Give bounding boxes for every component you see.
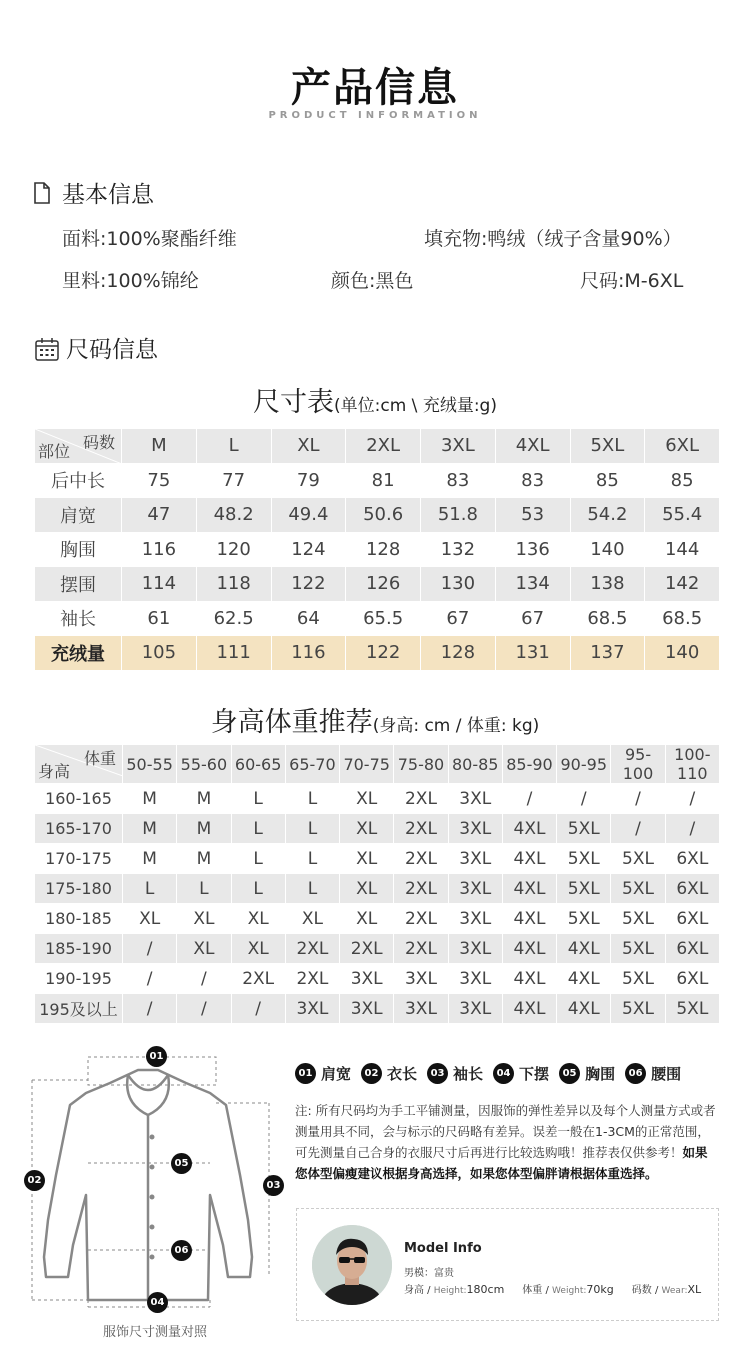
size-cell: 128	[421, 636, 496, 671]
rec-cell: 6XL	[665, 844, 719, 874]
filling-text: 填充物:鸭绒（绒子含量90%）	[424, 228, 682, 250]
rec-cell: L	[285, 844, 339, 874]
rec-cell: /	[665, 814, 719, 844]
basic-info-label: 基本信息	[62, 182, 154, 208]
size-cell: 77	[196, 463, 271, 498]
rec-cell: M	[177, 844, 231, 874]
size-cell: 85	[645, 463, 720, 498]
weight-key: 体重 /	[522, 1285, 553, 1296]
height-key: 身高 /	[404, 1285, 434, 1296]
size-cell: 134	[495, 567, 570, 602]
rec-row-label: 160-165	[35, 784, 123, 814]
measure-note	[295, 1100, 720, 1184]
size-cell: 128	[346, 532, 421, 567]
size-cell: 83	[421, 463, 496, 498]
rec-cell: /	[611, 814, 665, 844]
size-cell: 49.4	[271, 498, 346, 533]
weight-unit: Weight:	[552, 1286, 587, 1296]
rec-cell: 6XL	[665, 964, 719, 994]
size-cell: 51.8	[421, 498, 496, 533]
rec-cell: 5XL	[611, 874, 665, 904]
rec-table-unit: (身高: cm / 体重: kg)	[372, 716, 540, 736]
rec-cell: 3XL	[340, 964, 394, 994]
legend-item	[625, 1063, 681, 1084]
rec-cell: M	[177, 784, 231, 814]
size-cell: 105	[122, 636, 197, 671]
size-col-header: 2XL	[346, 429, 421, 464]
legend-badge: 04	[493, 1063, 514, 1084]
rec-cell: /	[502, 784, 556, 814]
size-table-unit: (单位:cm \ 充绒量:g)	[334, 396, 497, 416]
size-cell: 55.4	[645, 498, 720, 533]
size-row-label: 充绒量	[35, 636, 122, 671]
size-col-header: L	[196, 429, 271, 464]
size-table-row	[35, 601, 720, 636]
rec-cell: 5XL	[611, 964, 665, 994]
page-subtitle: PRODUCT INFORMATION	[268, 110, 482, 121]
rec-cell: M	[123, 814, 177, 844]
size-cell: 68.5	[570, 601, 645, 636]
rec-cell: 2XL	[394, 874, 448, 904]
size-info-heading	[34, 331, 158, 364]
legend-label: 肩宽	[321, 1065, 352, 1083]
size-info-label: 尺码信息	[66, 337, 158, 363]
size-row-label: 肩宽	[35, 498, 122, 533]
size-table-row	[35, 532, 720, 567]
garment-measure-diagram	[27, 1045, 281, 1315]
rec-col-header: 100-110	[665, 745, 719, 784]
rec-cell: 3XL	[448, 874, 502, 904]
rec-cell: /	[177, 964, 231, 994]
rec-cell: 5XL	[557, 814, 611, 844]
size-cell: 116	[271, 636, 346, 671]
size-cell: 122	[346, 636, 421, 671]
size-table	[34, 428, 720, 671]
rec-cell: 4XL	[502, 964, 556, 994]
rec-cell: L	[123, 874, 177, 904]
rec-cell: L	[285, 874, 339, 904]
rec-col-header: 55-60	[177, 745, 231, 784]
rec-cell: /	[611, 784, 665, 814]
size-cell: 50.6	[346, 498, 421, 533]
badge-shoulder: 01	[146, 1046, 167, 1067]
size-row-label: 袖长	[35, 601, 122, 636]
rec-cell: 4XL	[557, 934, 611, 964]
rec-cell: 5XL	[557, 874, 611, 904]
badge-sleeve: 03	[263, 1175, 284, 1196]
legend-item	[295, 1063, 351, 1084]
rec-cell: 3XL	[448, 934, 502, 964]
rec-cell: L	[231, 784, 285, 814]
legend-label: 衣长	[387, 1065, 418, 1083]
legend-badge: 01	[295, 1063, 316, 1084]
size-table-row	[35, 567, 720, 602]
size-cell: 118	[196, 567, 271, 602]
rec-corner-top: 体重	[83, 749, 116, 768]
size-cell: 136	[495, 532, 570, 567]
size-cell: 140	[570, 532, 645, 567]
legend-label: 胸围	[585, 1065, 616, 1083]
rec-cell: 3XL	[448, 784, 502, 814]
rec-cell: 4XL	[502, 814, 556, 844]
legend-label: 下摆	[519, 1065, 550, 1083]
rec-cell: 6XL	[665, 874, 719, 904]
rec-cell: XL	[231, 934, 285, 964]
rec-col-header: 50-55	[123, 745, 177, 784]
rec-cell: 2XL	[231, 964, 285, 994]
rec-cell: 2XL	[394, 784, 448, 814]
basic-info-heading	[30, 176, 154, 209]
size-cell: 140	[645, 636, 720, 671]
rec-cell: XL	[340, 874, 394, 904]
model-weight	[522, 1281, 613, 1296]
rec-cell: M	[123, 844, 177, 874]
rec-cell: 3XL	[340, 994, 394, 1024]
size-col-header: M	[122, 429, 197, 464]
legend-item	[427, 1063, 483, 1084]
size-cell: 81	[346, 463, 421, 498]
size-corner-bottom: 部位	[38, 441, 71, 461]
rec-cell: L	[285, 784, 339, 814]
rec-col-header: 85-90	[502, 745, 556, 784]
size-table-row	[35, 636, 720, 671]
rec-cell: 3XL	[448, 844, 502, 874]
size-key: 码数 /	[631, 1285, 662, 1296]
rec-cell: XL	[340, 904, 394, 934]
model-height	[404, 1281, 504, 1296]
size-cell: 111	[196, 636, 271, 671]
size-col-header: 6XL	[645, 429, 720, 464]
size-cell: 120	[196, 532, 271, 567]
legend-badge: 02	[361, 1063, 382, 1084]
rec-cell: 3XL	[448, 964, 502, 994]
size-unit: Wear:	[661, 1286, 688, 1296]
size-table-header-row	[35, 429, 720, 464]
rec-cell: XL	[231, 904, 285, 934]
rec-table-row	[35, 934, 720, 964]
color-text: 颜色:黑色	[331, 270, 414, 292]
rec-cell: 4XL	[557, 994, 611, 1024]
rec-cell: XL	[340, 814, 394, 844]
rec-cell: XL	[340, 784, 394, 814]
size-cell: 85	[570, 463, 645, 498]
rec-cell: 3XL	[448, 994, 502, 1024]
rec-table-row	[35, 964, 720, 994]
note-text: 注: 所有尺码均为手工平铺测量，因服饰的弹性差异以及每个人测量方式或者测量用具不同，会与标示的尺码略有差异。误差一般在1-3CM的正常范围，可先测量自己合身的衣服尺寸后再进行比较选购哦！推荐表仅供参考！	[295, 1103, 716, 1160]
size-cell: 83	[495, 463, 570, 498]
badge-chest: 05	[171, 1153, 192, 1174]
rec-row-label: 170-175	[35, 844, 123, 874]
rec-cell: 2XL	[340, 934, 394, 964]
rec-table-row	[35, 904, 720, 934]
rec-cell: /	[231, 994, 285, 1024]
rec-col-header: 65-70	[285, 745, 339, 784]
rec-row-label: 165-170	[35, 814, 123, 844]
size-cell: 116	[122, 532, 197, 567]
size-cell: 47	[122, 498, 197, 533]
badge-hem: 04	[147, 1292, 168, 1313]
rec-table-row	[35, 784, 720, 814]
height-value: 180cm	[466, 1283, 505, 1296]
rec-cell: 6XL	[665, 904, 719, 934]
document-icon	[30, 181, 54, 205]
rec-cell: L	[231, 874, 285, 904]
rec-cell: 5XL	[557, 904, 611, 934]
size-row-label: 胸围	[35, 532, 122, 567]
rec-row-label: 180-185	[35, 904, 123, 934]
model-stats	[404, 1281, 701, 1296]
diagram-caption: 服饰尺寸测量对照	[102, 1325, 207, 1340]
rec-cell: 4XL	[502, 844, 556, 874]
rec-cell: M	[177, 814, 231, 844]
rec-cell: 5XL	[611, 844, 665, 874]
size-cell: 64	[271, 601, 346, 636]
rec-cell: 2XL	[394, 844, 448, 874]
rec-cell: 6XL	[665, 934, 719, 964]
legend-item	[559, 1063, 615, 1084]
rec-cell: 5XL	[665, 994, 719, 1024]
size-cell: 137	[570, 636, 645, 671]
size-col-header: 4XL	[495, 429, 570, 464]
rec-cell: 2XL	[285, 964, 339, 994]
calendar-icon	[34, 336, 58, 360]
rec-cell: L	[285, 814, 339, 844]
weight-value: 70kg	[586, 1283, 614, 1296]
size-cell: 53	[495, 498, 570, 533]
legend-item	[361, 1063, 417, 1084]
model-info-card	[296, 1208, 719, 1321]
rec-cell: 2XL	[285, 934, 339, 964]
rec-cell: 5XL	[611, 934, 665, 964]
rec-cell: /	[123, 934, 177, 964]
legend-label: 袖长	[453, 1065, 484, 1083]
rec-col-header: 60-65	[231, 745, 285, 784]
legend-item	[493, 1063, 549, 1084]
rec-row-label: 190-195	[35, 964, 123, 994]
legend-label: 腰围	[651, 1065, 682, 1083]
rec-cell: 5XL	[557, 844, 611, 874]
rec-table-title	[0, 700, 750, 739]
rec-col-header: 90-95	[557, 745, 611, 784]
rec-cell: 3XL	[285, 994, 339, 1024]
rec-cell: /	[123, 994, 177, 1024]
rec-table-row	[35, 874, 720, 904]
rec-cell: 4XL	[502, 874, 556, 904]
rec-table-corner	[35, 745, 123, 784]
size-cell: 138	[570, 567, 645, 602]
rec-cell: L	[177, 874, 231, 904]
size-cell: 142	[645, 567, 720, 602]
rec-cell: 3XL	[448, 814, 502, 844]
rec-table-title-text: 身高体重推荐	[210, 707, 373, 738]
size-corner-top: 码数	[82, 433, 115, 452]
rec-cell: /	[123, 964, 177, 994]
size-cell: 62.5	[196, 601, 271, 636]
size-cell: 132	[421, 532, 496, 567]
rec-row-label: 195及以上	[35, 994, 123, 1024]
rec-cell: 5XL	[611, 904, 665, 934]
rec-cell: 2XL	[394, 904, 448, 934]
rec-table-row	[35, 844, 720, 874]
size-cell: 61	[122, 601, 197, 636]
rec-cell: L	[231, 814, 285, 844]
size-cell: 114	[122, 567, 197, 602]
lining-text: 里料:100%锦纶	[62, 270, 199, 292]
rec-col-header: 70-75	[340, 745, 394, 784]
rec-corner-bottom: 身高	[38, 762, 71, 781]
rec-cell: /	[665, 784, 719, 814]
rec-cell: 3XL	[394, 964, 448, 994]
size-cell: 75	[122, 463, 197, 498]
rec-row-label: 175-180	[35, 874, 123, 904]
rec-table-row	[35, 814, 720, 844]
rec-cell: 5XL	[611, 994, 665, 1024]
rec-cell: /	[177, 994, 231, 1024]
rec-cell: 2XL	[394, 934, 448, 964]
badge-length: 02	[24, 1170, 45, 1191]
size-row-label: 摆围	[35, 567, 122, 602]
size-cell: 48.2	[196, 498, 271, 533]
size-row-label: 后中长	[35, 463, 122, 498]
size-cell: 126	[346, 567, 421, 602]
size-cell: 67	[421, 601, 496, 636]
rec-col-header: 75-80	[394, 745, 448, 784]
size-table-title-text: 尺寸表	[253, 387, 335, 418]
fabric-text: 面料:100%聚酯纤维	[62, 228, 237, 250]
rec-cell: M	[123, 784, 177, 814]
measure-legend	[295, 1063, 681, 1084]
size-table-row	[35, 463, 720, 498]
size-cell: 65.5	[346, 601, 421, 636]
rec-cell: 4XL	[502, 904, 556, 934]
legend-badge: 06	[625, 1063, 646, 1084]
size-cell: 79	[271, 463, 346, 498]
size-cell: 131	[495, 636, 570, 671]
size-cell: 124	[271, 532, 346, 567]
rec-cell: XL	[340, 844, 394, 874]
rec-cell: XL	[123, 904, 177, 934]
size-cell: 130	[421, 567, 496, 602]
model-name: 男模：富贵	[404, 1268, 454, 1279]
rec-col-header: 95-100	[611, 745, 665, 784]
legend-badge: 05	[559, 1063, 580, 1084]
rec-table-header-row	[35, 745, 720, 784]
rec-cell: 4XL	[502, 934, 556, 964]
rec-cell: 2XL	[394, 814, 448, 844]
rec-cell: L	[231, 844, 285, 874]
size-cell: 67	[495, 601, 570, 636]
rec-cell: XL	[177, 904, 231, 934]
size-col-header: 3XL	[421, 429, 496, 464]
size-table-corner	[35, 429, 122, 464]
rec-cell: 3XL	[448, 904, 502, 934]
size-cell: 68.5	[645, 601, 720, 636]
size-cell: 144	[645, 532, 720, 567]
page-title: 产品信息	[291, 65, 459, 111]
size-table-row	[35, 498, 720, 533]
size-table-title	[0, 380, 750, 419]
model-size	[632, 1281, 701, 1296]
model-avatar	[312, 1225, 392, 1305]
rec-cell: 4XL	[557, 964, 611, 994]
rec-cell: XL	[177, 934, 231, 964]
note-bold-text: 如果您体型偏瘦建议根据身高选择，如果您体型偏胖请根据体重选择。	[295, 1145, 708, 1181]
legend-badge: 03	[427, 1063, 448, 1084]
height-unit: Height:	[433, 1286, 467, 1296]
size-cell: 54.2	[570, 498, 645, 533]
size-cell: 122	[271, 567, 346, 602]
rec-table-row	[35, 994, 720, 1024]
size-value: XL	[687, 1283, 702, 1296]
size-col-header: XL	[271, 429, 346, 464]
rec-cell: XL	[285, 904, 339, 934]
rec-cell: 3XL	[394, 994, 448, 1024]
size-col-header: 5XL	[570, 429, 645, 464]
recommendation-table	[34, 744, 720, 1024]
rec-cell: 4XL	[502, 994, 556, 1024]
rec-col-header: 80-85	[448, 745, 502, 784]
rec-row-label: 185-190	[35, 934, 123, 964]
model-info-title: Model Info	[404, 1241, 482, 1256]
rec-cell: /	[557, 784, 611, 814]
size-range-text: 尺码:M-6XL	[580, 270, 684, 292]
badge-waist: 06	[171, 1240, 192, 1261]
